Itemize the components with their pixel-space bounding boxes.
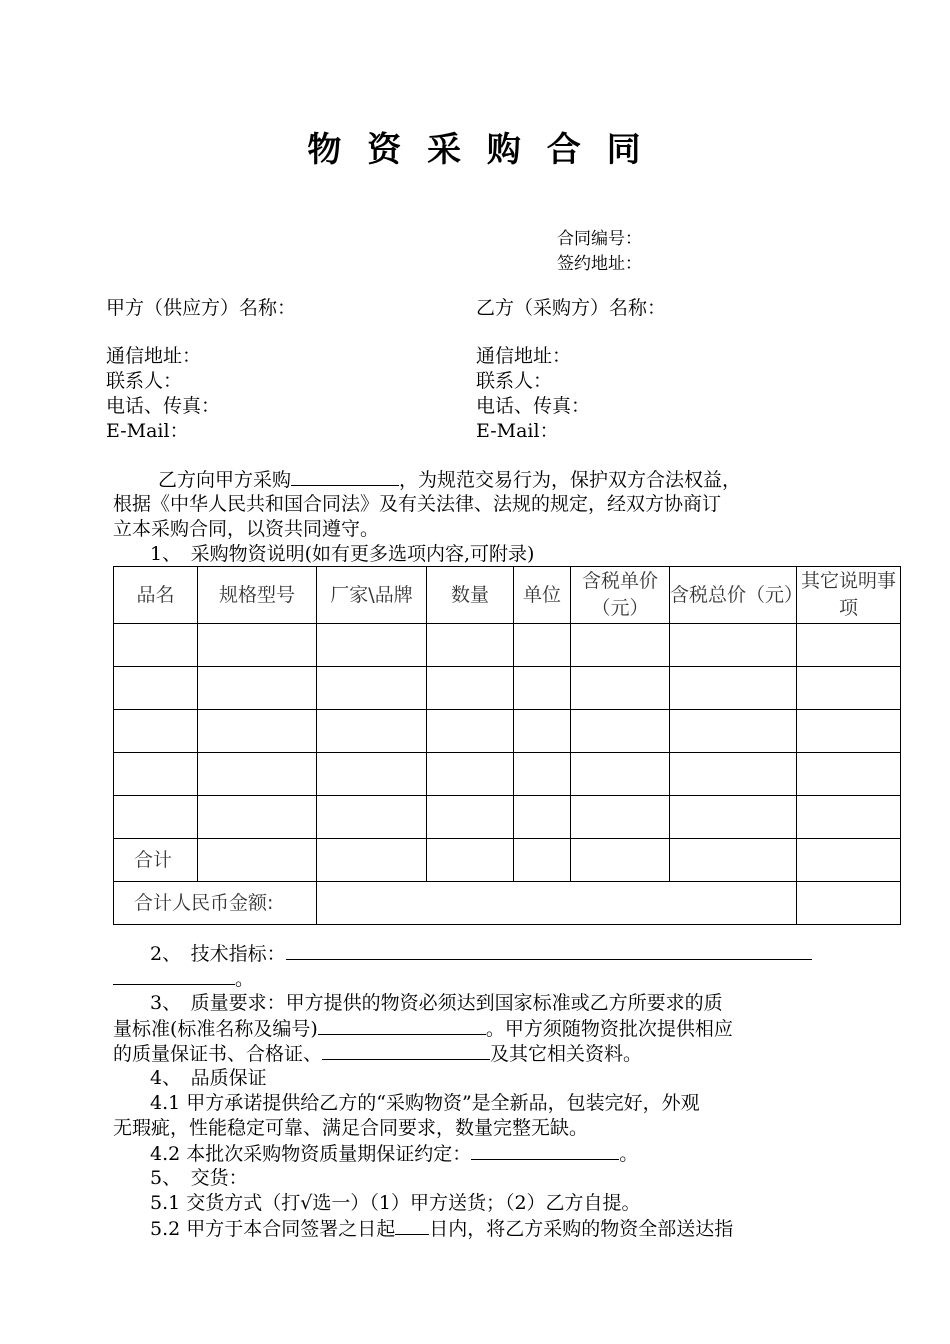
table-cell[interactable] (514, 753, 571, 796)
section-4-1-line-2: 无瑕疵，性能稳定可靠、满足合同要求，数量完整无缺。 (113, 1117, 589, 1139)
section-3-text-a: 量标准(标准名称及编号) (113, 1018, 318, 1040)
party-a-name-label: 甲方（供应方）名称： (106, 297, 297, 319)
table-cell[interactable] (797, 624, 901, 667)
table-row (114, 667, 901, 710)
section-3-text-d: 及其它相关资料。 (490, 1043, 643, 1065)
table-cell[interactable] (427, 796, 514, 839)
section-3-line-2 (113, 1016, 733, 1042)
table-cell[interactable] (427, 667, 514, 710)
section-4-1-line-1: 4.1 甲方承诺提供给乙方的“采购物资”是全新品，包装完好，外观 (150, 1092, 700, 1114)
table-cell[interactable] (571, 796, 670, 839)
intro-text-a: 乙方向甲方采购 (158, 469, 292, 491)
table-cell[interactable] (514, 624, 571, 667)
sign-place-label: 签约地址： (557, 254, 642, 274)
section-3-text-c: 的质量保证书、合格证、 (113, 1043, 323, 1065)
section-1-heading: 1、 采购物资说明(如有更多选项内容,可附录) (150, 543, 535, 565)
table-cell[interactable] (198, 839, 317, 882)
table-cell[interactable] (198, 753, 317, 796)
party-b-phone-label: 电话、传真： (476, 395, 591, 417)
party-a-phone-label: 电话、传真： (106, 395, 221, 417)
table-cell[interactable] (317, 710, 427, 753)
tech-spec-blank-2 (113, 966, 235, 985)
goods-table (113, 566, 901, 925)
party-a-email-label: E-Mail： (106, 420, 189, 442)
table-cell[interactable] (514, 667, 571, 710)
table-cell[interactable] (317, 753, 427, 796)
table-cell[interactable] (670, 667, 797, 710)
table-cell[interactable] (571, 839, 670, 882)
header-cell: 含税总价（元） (670, 567, 797, 624)
table-cell[interactable] (427, 624, 514, 667)
table-cell[interactable] (198, 667, 317, 710)
intro-line-1 (158, 467, 741, 493)
table-cell[interactable] (317, 667, 427, 710)
table-cell[interactable] (514, 839, 571, 882)
rmb-total-row (114, 882, 901, 925)
table-cell[interactable] (670, 839, 797, 882)
section-2-end: 。 (235, 968, 255, 990)
party-b-contact-label: 联系人： (476, 370, 553, 392)
table-cell[interactable] (797, 796, 901, 839)
section-2-line-2 (113, 966, 254, 992)
table-row (114, 624, 901, 667)
rmb-total-value-cell[interactable] (317, 882, 797, 925)
section-4-2-text-a: 4.2 本批次采购物资质量期保证约定： (150, 1143, 472, 1165)
section-5-2-text-a: 5.2 甲方于本合同签署之日起 (150, 1218, 396, 1240)
table-cell[interactable] (198, 710, 317, 753)
table-cell[interactable] (797, 667, 901, 710)
table-cell[interactable] (797, 710, 901, 753)
table-cell[interactable] (317, 839, 427, 882)
party-a-address-label: 通信地址： (106, 345, 202, 367)
table-cell[interactable] (198, 624, 317, 667)
section-5-1-line: 5.1 交货方式（打√选一）（1）甲方送货；（2）乙方自提。 (150, 1192, 641, 1214)
delivery-days-blank (395, 1216, 429, 1235)
tech-spec-blank (286, 941, 812, 960)
table-cell[interactable] (670, 753, 797, 796)
subtotal-row (114, 839, 901, 882)
section-2-line (150, 941, 812, 967)
table-cell[interactable] (317, 624, 427, 667)
party-b-address-label: 通信地址： (476, 345, 572, 367)
table-header-row (114, 567, 901, 624)
section-5-2-text-b: 日内，将乙方采购的物资全部送达指 (429, 1218, 734, 1240)
table-cell[interactable] (427, 753, 514, 796)
table-cell[interactable] (114, 667, 198, 710)
section-4-heading: 4、 品质保证 (150, 1067, 267, 1089)
purchase-item-blank (291, 467, 399, 486)
header-cell: 数量 (427, 567, 514, 624)
table-cell[interactable] (114, 796, 198, 839)
section-2-label: 2、 技术指标： (150, 943, 286, 965)
standard-name-blank (318, 1016, 486, 1035)
rmb-total-label: 合计人民币金额: (114, 882, 317, 925)
table-cell[interactable] (797, 882, 901, 925)
section-5-heading: 5、 交货： (150, 1167, 248, 1189)
party-a-contact-label: 联系人： (106, 370, 183, 392)
documents-blank (322, 1041, 490, 1060)
table-row (114, 753, 901, 796)
table-cell[interactable] (198, 796, 317, 839)
section-4-2-text-b: 。 (619, 1143, 639, 1165)
section-4-2-line (150, 1141, 638, 1167)
section-5-2-line (150, 1216, 733, 1242)
intro-text-b: ，为规范交易行为，保护双方合法权益， (399, 469, 742, 491)
table-cell[interactable] (797, 753, 901, 796)
intro-line-2: 根据《中华人民共和国合同法》及有关法律、法规的规定，经双方协商订 (113, 493, 722, 515)
section-3-line-3 (113, 1041, 642, 1067)
table-cell[interactable] (571, 624, 670, 667)
header-cell: 规格型号 (198, 567, 317, 624)
table-cell[interactable] (514, 710, 571, 753)
section-3-text-b: 。甲方须随物资批次提供相应 (485, 1018, 733, 1040)
page-title: 物 资 采 购 合 同 (307, 130, 643, 170)
table-cell[interactable] (670, 796, 797, 839)
table-cell[interactable] (571, 753, 670, 796)
section-3-line-1: 3、 质量要求：甲方提供的物资必须达到国家标准或乙方所要求的质 (150, 992, 723, 1014)
header-cell: 含税单价（元） (571, 567, 670, 624)
header-cell: 厂家\品牌 (317, 567, 427, 624)
table-cell[interactable] (114, 753, 198, 796)
table-cell[interactable] (427, 839, 514, 882)
table-cell[interactable] (514, 796, 571, 839)
table-row (114, 796, 901, 839)
warranty-blank (471, 1141, 619, 1160)
table-row (114, 710, 901, 753)
table-cell[interactable] (114, 624, 198, 667)
contract-number-label: 合同编号： (557, 229, 642, 249)
table-cell[interactable] (114, 710, 198, 753)
table-cell[interactable] (317, 796, 427, 839)
subtotal-label: 合计 (114, 839, 198, 882)
table-cell[interactable] (571, 710, 670, 753)
table-cell[interactable] (670, 624, 797, 667)
table-cell[interactable] (797, 839, 901, 882)
header-cell: 其它说明事项 (797, 567, 901, 624)
party-b-email-label: E-Mail： (476, 420, 559, 442)
table-cell[interactable] (571, 667, 670, 710)
party-b-name-label: 乙方（采购方）名称： (476, 297, 667, 319)
intro-line-3: 立本采购合同，以资共同遵守。 (113, 518, 380, 540)
table-cell[interactable] (670, 710, 797, 753)
table-cell[interactable] (427, 710, 514, 753)
header-cell: 品名 (114, 567, 198, 624)
header-cell: 单位 (514, 567, 571, 624)
